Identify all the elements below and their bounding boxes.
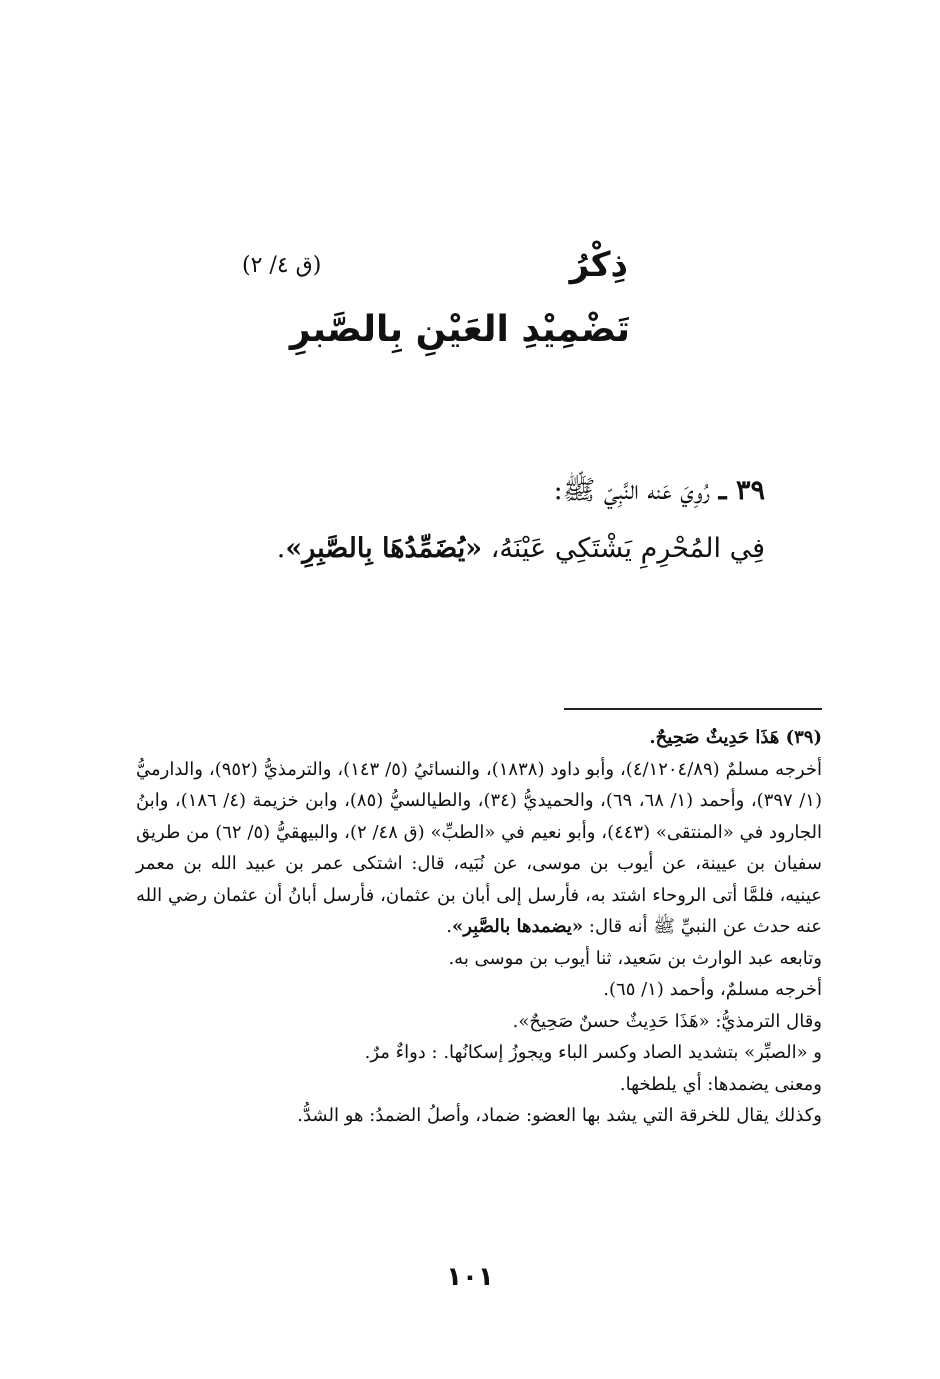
footnote-heading: (٣٩) هَذَا حَدِيثٌ صَحِيحٌ. <box>649 727 822 748</box>
footnotes <box>136 722 822 1132</box>
hadith-intro-line <box>125 462 765 520</box>
chapter-title: تَضْمِيْدِ العَيْنِ بِالصَّبرِ <box>289 309 630 350</box>
footnote-line-tirmidhi: وقال الترمذيُّ: «هَذَا حَدِيثٌ حسنٌ صَحِيحٌ». <box>512 1010 822 1032</box>
takhrij-end: . <box>446 916 452 937</box>
footnote-line-sabir: و «الصبِّر» بتشديد الصاد وكسر الباء ويجوزُ إسكانُها. : دواءٌ مرٌ. <box>364 1042 822 1063</box>
hadith-block <box>125 462 765 578</box>
hadith-intro: رُوِيَ عَنه النَّبِيّ ﷺ: <box>553 475 711 506</box>
takhrij-quote: «يضمدها بالصَّبِر» <box>452 916 584 937</box>
manuscript-reference: (ق ٤/ ٢) <box>242 253 322 278</box>
hadith-text-line <box>125 520 765 578</box>
footnote-divider <box>564 708 822 710</box>
hadith-number: ٣٩ ـ <box>718 475 765 506</box>
footnote-line-meaning: ومعنى يضمدها: أي يلطخها. <box>619 1073 822 1095</box>
dhikr-heading: ذِكْرُ <box>569 245 628 285</box>
footnote-line-mutaba: وتابعه عبد الوارث بن سَعيد، ثنا أيوب بن موسى به. <box>448 947 822 969</box>
chapter-header <box>220 245 720 395</box>
footnote-paragraph-takhrij <box>136 754 822 943</box>
hadith-text-bold: «يُضَمِّدُهَا بِالصَّبِرِ» <box>285 533 483 564</box>
page-number: ١٠١ <box>446 1262 494 1292</box>
footnote-line-dimad: وكذلك يقال للخرقة التي يشد بها العضو: ضماد، وأصلُ الضمدُ: هو الشدُّ. <box>297 1105 822 1126</box>
hadith-text-before: فِي المُحْرِمِ يَشْتَكِي عَيْنَهُ، <box>482 533 765 564</box>
footnote-line-muslim: أخرجه مسلمٌ، وأحمد (١/ ٦٥). <box>603 979 822 1000</box>
hadith-text-after: . <box>276 533 286 564</box>
takhrij-text: أخرجه مسلمٌ (٤/١٢٠٤/٨٩)، وأبو داود (١٨٣٨)، والنسائيُ (٥/ ١٤٣)، والترمذيُّ (٩٥٢)، والدارميُّ (١/ ٣٩٧)، وأحمد (١/ ٦٨، ٦٩)، والحميديُّ (٣٤)، والطيالسيُّ (٨٥)، وابن خزيمة (٤/ ١٨٦)، وابنُ الجارود في «المنتقى» (٤٤٣)، وأبو نعيم في «الطبِّ» (ق ٤٨/ ٢)، والبيهقيُّ (٥/ ٦٢) من طريق سفيان بن عيينة، عن أيوب بن موسى، عن نُبَيه، قال: اشتكى عمر بن عبيد الله بن معمر عينيه، فلمَّا أتى الروحاء اشتد به، فأرسل إلى أبان بن عثمان، فأرسل أبانُ أن عثمان رضي الله عنه حدث عن النبيِّ ﷺ أنه قال: <box>136 758 822 937</box>
